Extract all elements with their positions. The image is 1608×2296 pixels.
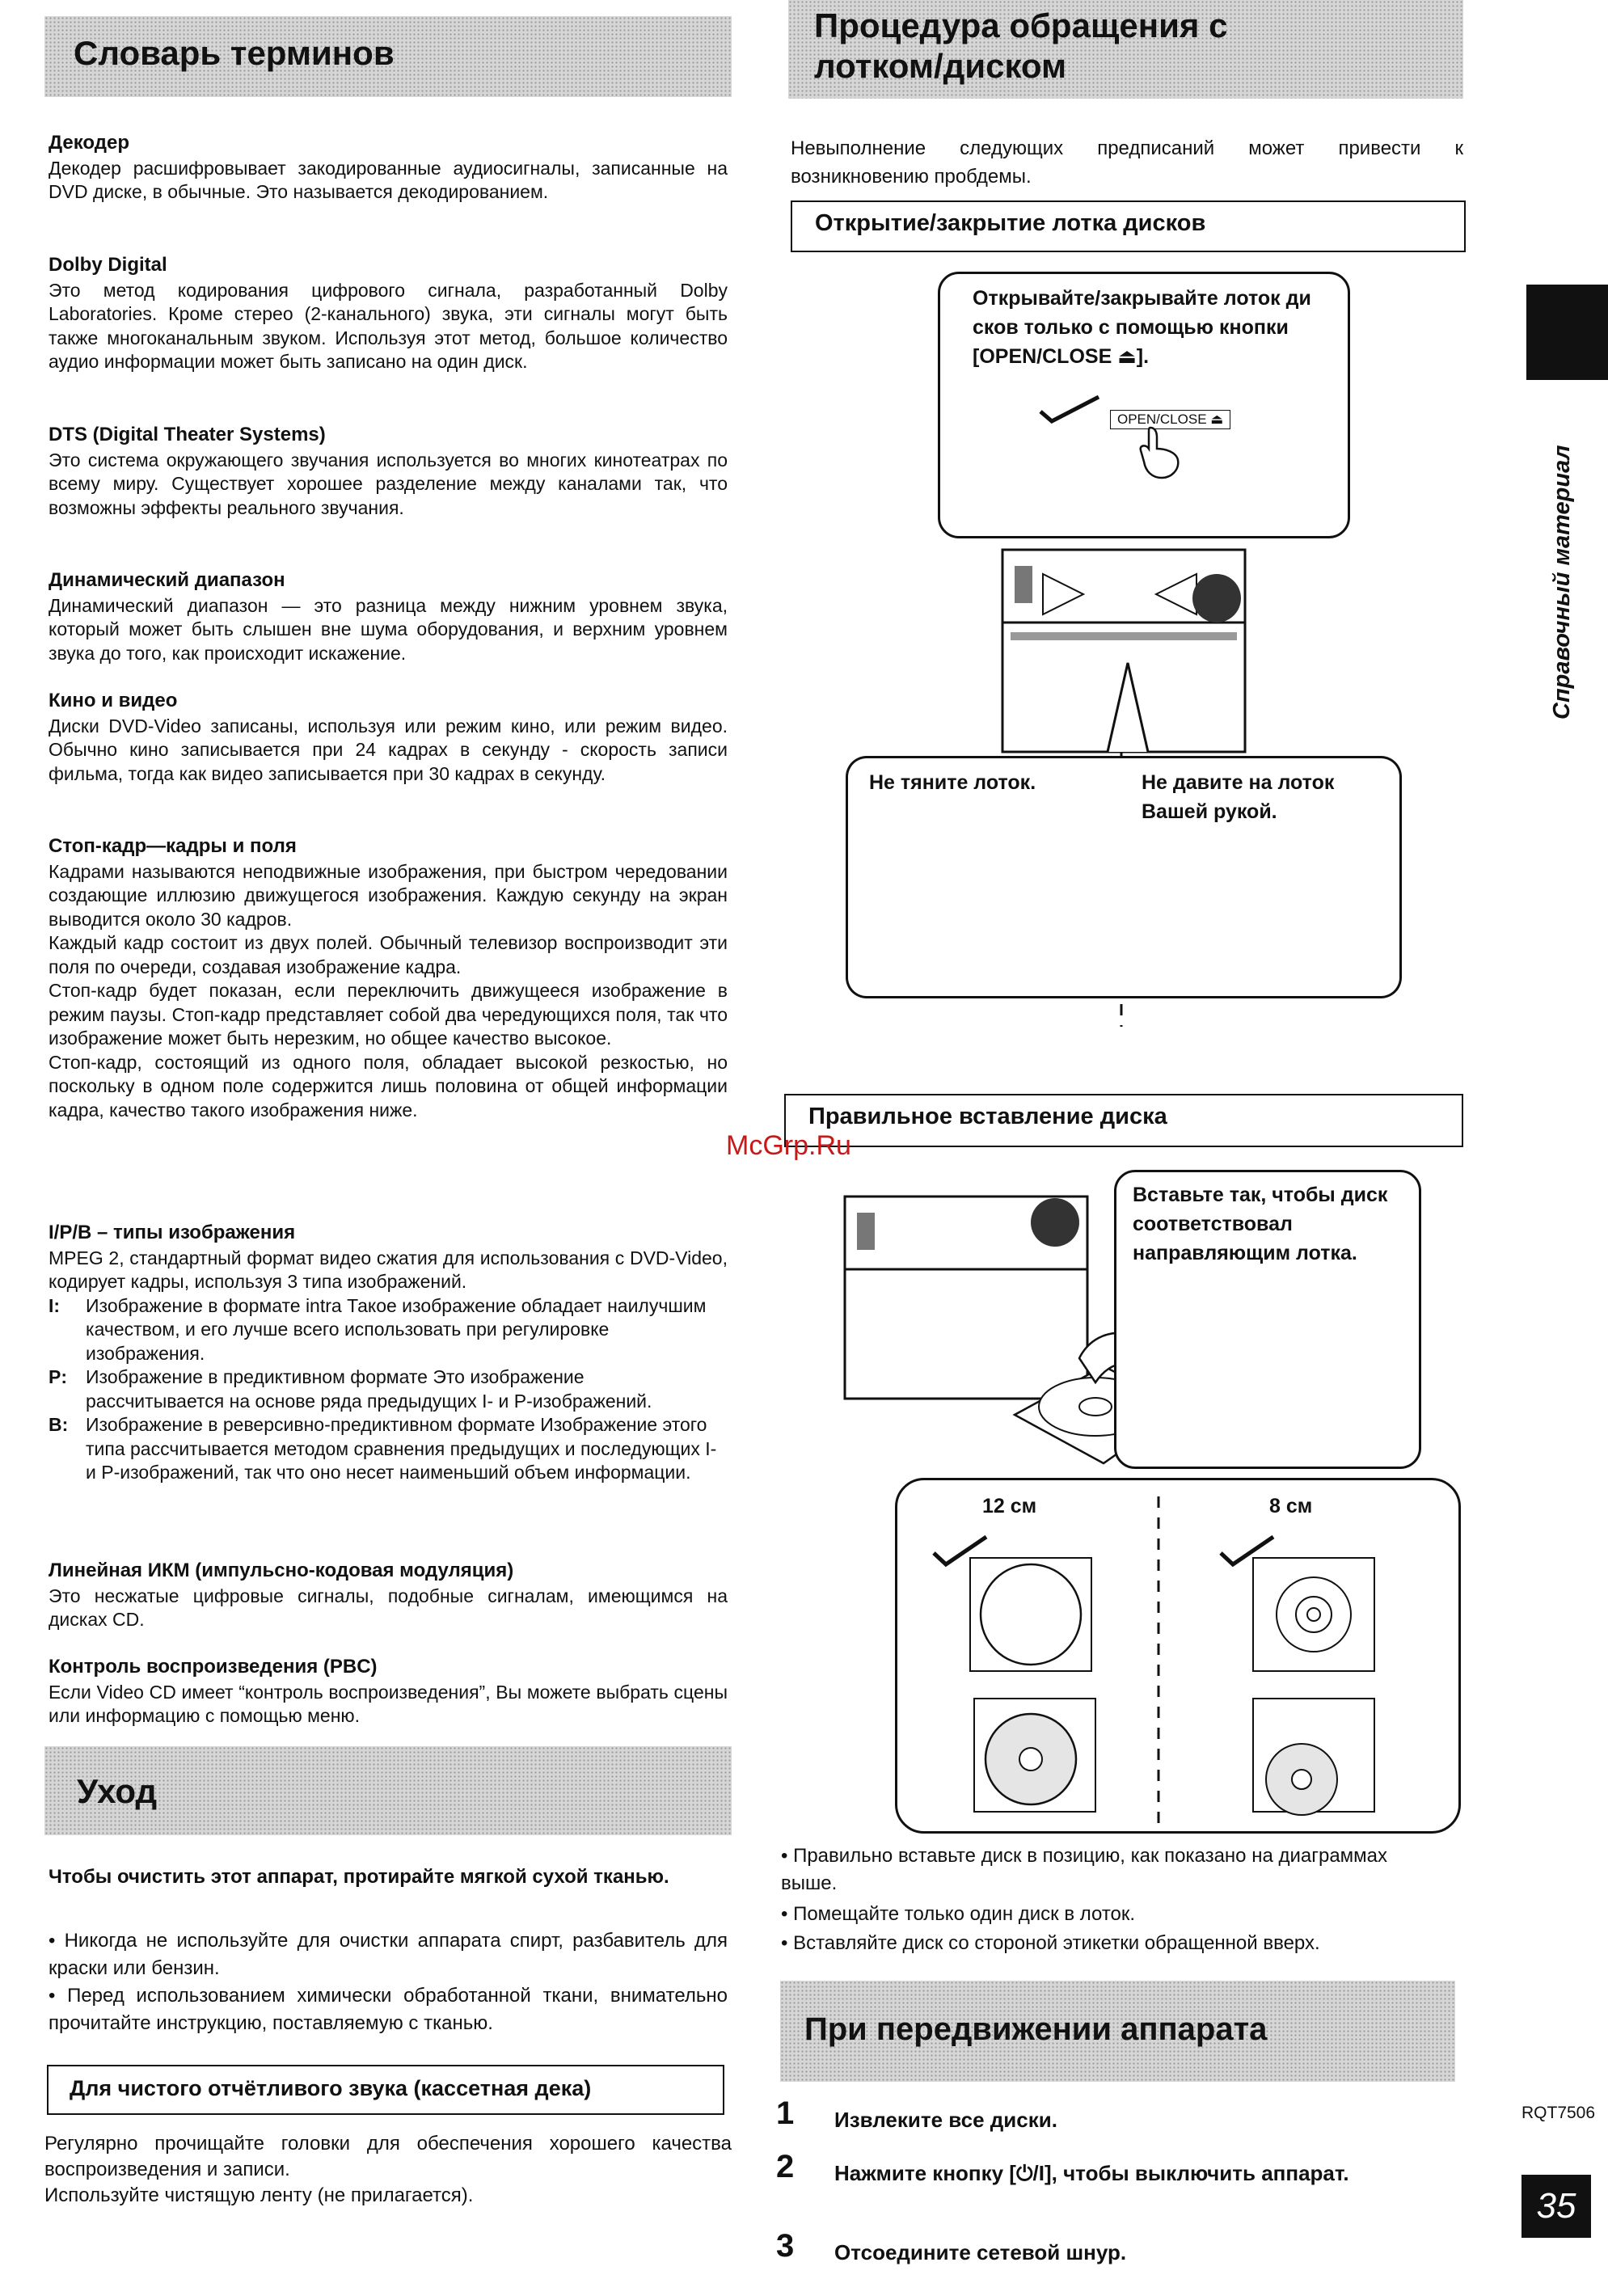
cassette-title: Для чистого отчётливого звука (кассетная дека)	[47, 2065, 724, 2115]
picture-type-text: Изображение в формате intra Такое изображение обладает наилучшим качеством, и его лучше всего использовать при регулировке изображения.	[86, 1294, 707, 1364]
moving-banner	[780, 1981, 1455, 2082]
term-text: Диски DVD-Video записаны, используя или режим кино, или режим видео. Обычно кино записывается при 24 кадрах в секунду - скорость записи фильма, тогда как видео записывается при 30 кадрах в секунду.	[49, 715, 728, 784]
moving-step	[776, 2149, 1463, 2186]
dont-pull-bubble	[846, 756, 1121, 998]
handling-title-line2: лотком/диском	[814, 47, 1067, 85]
term-text: Динамический диапазон — это разница между нижним уровнем звука, который может быть слышен вне шума оборудования, и верхним уровнем звука до того, как происходит искажение.	[49, 594, 728, 664]
insert-bubble-text: Вставьте так, чтобы диск соответствовал направляющим лотка.	[1133, 1184, 1388, 1264]
moving-title: При передвижении аппарата	[804, 2011, 1268, 2047]
term-title: Контроль воспроизведения (PBC)	[49, 1656, 378, 1678]
care-banner	[44, 1746, 732, 1835]
term-dts	[49, 423, 728, 520]
care-bullet: • Перед использованием химически обработанной ткани, внимательно прочитайте инструкцию, поставляемую с тканью.	[49, 1985, 728, 2034]
term-title: I/P/B – типы изображения	[49, 1222, 296, 1243]
step-number: 2	[776, 2149, 795, 2184]
step-text: Извлеките все диски.	[834, 2108, 1057, 2132]
dont-push-text: Не давите на лоток Вашей рукой.	[1142, 771, 1335, 823]
picture-type-key: P:	[49, 1366, 67, 1387]
step-number: 1	[776, 2096, 795, 2131]
glossary-banner	[44, 16, 732, 97]
term-lpcm	[49, 1559, 728, 1632]
picture-type-text: Изображение в реверсивно-предиктивном формате Изображение этого типа рассчитывается методом сравнения предыдущих и последующих I- и P-изображений, так что оно несет наименьший объем информации.	[86, 1414, 717, 1483]
handling-title-line1: Процедура обращения с	[814, 6, 1228, 44]
picture-type-p	[49, 1365, 728, 1413]
term-dolby	[49, 253, 728, 374]
term-text: Каждый кадр состоит из двух полей. Обычный телевизор воспроизводит эти поля по очереди, создавая изображение кадра.	[49, 932, 728, 977]
term-text: Это метод кодирования цифрового сигнала, разработанный Dolby Laboratories. Кроме стерео (2-канального) звука, эти сигналы могут быть также многоканальным звуком. Используя этот метод, большое количество аудио информации может быть записано на один диск.	[49, 279, 728, 372]
care-title: Уход	[77, 1772, 158, 1810]
size-12-label: 12 см	[982, 1495, 1037, 1517]
step-text: Отсоедините сетевой шнур.	[834, 2240, 1127, 2264]
picture-type-text: Изображение в предиктивном формате Это изображение рассчитывается на основе ряда предыдущих I- и P-изображений.	[86, 1366, 652, 1412]
term-text: Стоп-кадр будет показан, если переключить движущееся изображение в режим паузы. Стоп-кадр представляет собой два чередующихся поля, так что изображение может быть нерезким, но общее качество высокое.	[49, 980, 728, 1049]
term-title: Кино и видео	[49, 690, 178, 711]
handling-warning: Невыполнение следующих предписаний может привести к возникновению пробдемы.	[791, 137, 1463, 188]
care-lead: Чтобы очистить этот аппарат, протирайте мягкой сухой тканью.	[49, 1866, 669, 1888]
term-film-video	[49, 689, 728, 786]
term-pbc	[49, 1655, 728, 1728]
page-number: 35	[1521, 2175, 1591, 2238]
picture-type-key: I:	[49, 1294, 61, 1316]
open-close-label: OPEN/CLOSE ⏏	[1117, 412, 1224, 427]
watermark: McGrp.Ru	[726, 1130, 851, 1161]
cassette-text: Регулярно прочищайте головки для обеспечения хорошего качества воспроизведения и записи.	[44, 2133, 732, 2180]
side-tab	[1526, 285, 1608, 380]
term-text: Кадрами называются неподвижные изображения, при быстром чередовании создающие иллюзию движущегося изображения. Каждую секунду на экран выводится около 30 кадров.	[49, 860, 728, 930]
term-title: Декодер	[49, 132, 130, 154]
moving-step	[776, 2228, 1463, 2265]
term-title: DTS (Digital Theater Systems)	[49, 424, 326, 445]
side-label: Справочный материал	[1549, 445, 1575, 720]
disc-size-diagrams	[897, 1480, 1463, 1836]
term-title: Динамический диапазон	[49, 569, 285, 591]
step-text: Нажмите кнопку [⏻/I], чтобы выключить аппарат.	[834, 2161, 1349, 2185]
dont-pull-text: Не тяните лоток.	[869, 771, 1036, 794]
term-decoder	[49, 131, 728, 205]
term-title: Dolby Digital	[49, 254, 167, 276]
handling-banner	[788, 0, 1463, 99]
insert-bubble	[1114, 1170, 1421, 1469]
term-dynamic-range	[49, 568, 728, 665]
size-8-label: 8 см	[1269, 1495, 1313, 1517]
dont-push-bubble	[1121, 756, 1402, 998]
term-text: Стоп-кадр, состоящий из одного поля, обладает высокой резкостью, но поскольку в одном поле содержится лишь половина от общей информации кадра, качество такого изображения ниже.	[49, 1051, 728, 1121]
term-title: Линейная ИКМ (импульсно-кодовая модуляция)	[49, 1560, 514, 1581]
insert-section-title: Правильное вставление диска	[784, 1094, 1463, 1147]
term-text: Декодер расшифровывает закодированные аудиосигналы, записанные на DVD диске, в обычные. Это называется декодированием.	[49, 157, 728, 202]
pointing-finger-icon	[1134, 424, 1191, 481]
disc-size-panel	[895, 1478, 1461, 1834]
picture-type-i	[49, 1294, 728, 1366]
tray-bubble-text: Открывайте/закрывайте лоток ди сков только с помощью кнопки [OPEN/CLOSE ⏏].	[973, 287, 1311, 368]
checkmark-icon	[1037, 394, 1102, 426]
picture-type-b	[49, 1413, 728, 1485]
term-text: Это система окружающего звучания используется во многих кинотеатрах по всему миру. Существует хорошее разделение между каналами так, что возможны эффекты реального звучания.	[49, 449, 728, 518]
moving-step	[776, 2096, 1463, 2133]
insert-bullet: • Вставляйте диск со стороной этикетки обращенной вверх.	[781, 1932, 1320, 1954]
term-freeze-frame	[49, 834, 728, 1122]
insert-bullet: • Помещайте только один диск в лоток.	[781, 1903, 1136, 1925]
glossary-title: Словарь терминов	[74, 34, 395, 72]
term-text: Если Video CD имеет “контроль воспроизведения”, Вы можете выбрать сцены или информацию с помощью меню.	[49, 1681, 728, 1726]
tray-bubble	[938, 272, 1350, 538]
cassette-text-2: Используйте чистящую ленту (не прилагается).	[44, 2184, 474, 2206]
term-text: MPEG 2, стандартный формат видео сжатия для использования с DVD-Video, кодирует кадры, используя 3 типа изображений.	[49, 1247, 728, 1292]
term-title: Стоп-кадр—кадры и поля	[49, 835, 297, 857]
tray-section-title: Открытие/закрытие лотка дисков	[791, 200, 1466, 252]
step-number: 3	[776, 2228, 795, 2264]
insert-bullet: • Правильно вставьте диск в позицию, как показано на диаграммах выше.	[781, 1845, 1388, 1894]
term-text: Это несжатые цифровые сигналы, подобные сигналам, имеющимся на дисках CD.	[49, 1585, 728, 1630]
term-ipb	[49, 1221, 728, 1485]
care-bullet: • Никогда не используйте для очистки аппарата спирт, разбавитель для краски или бензин.	[49, 1930, 728, 1979]
picture-type-key: B:	[49, 1414, 69, 1435]
model-number: RQT7506	[1521, 2104, 1596, 2122]
